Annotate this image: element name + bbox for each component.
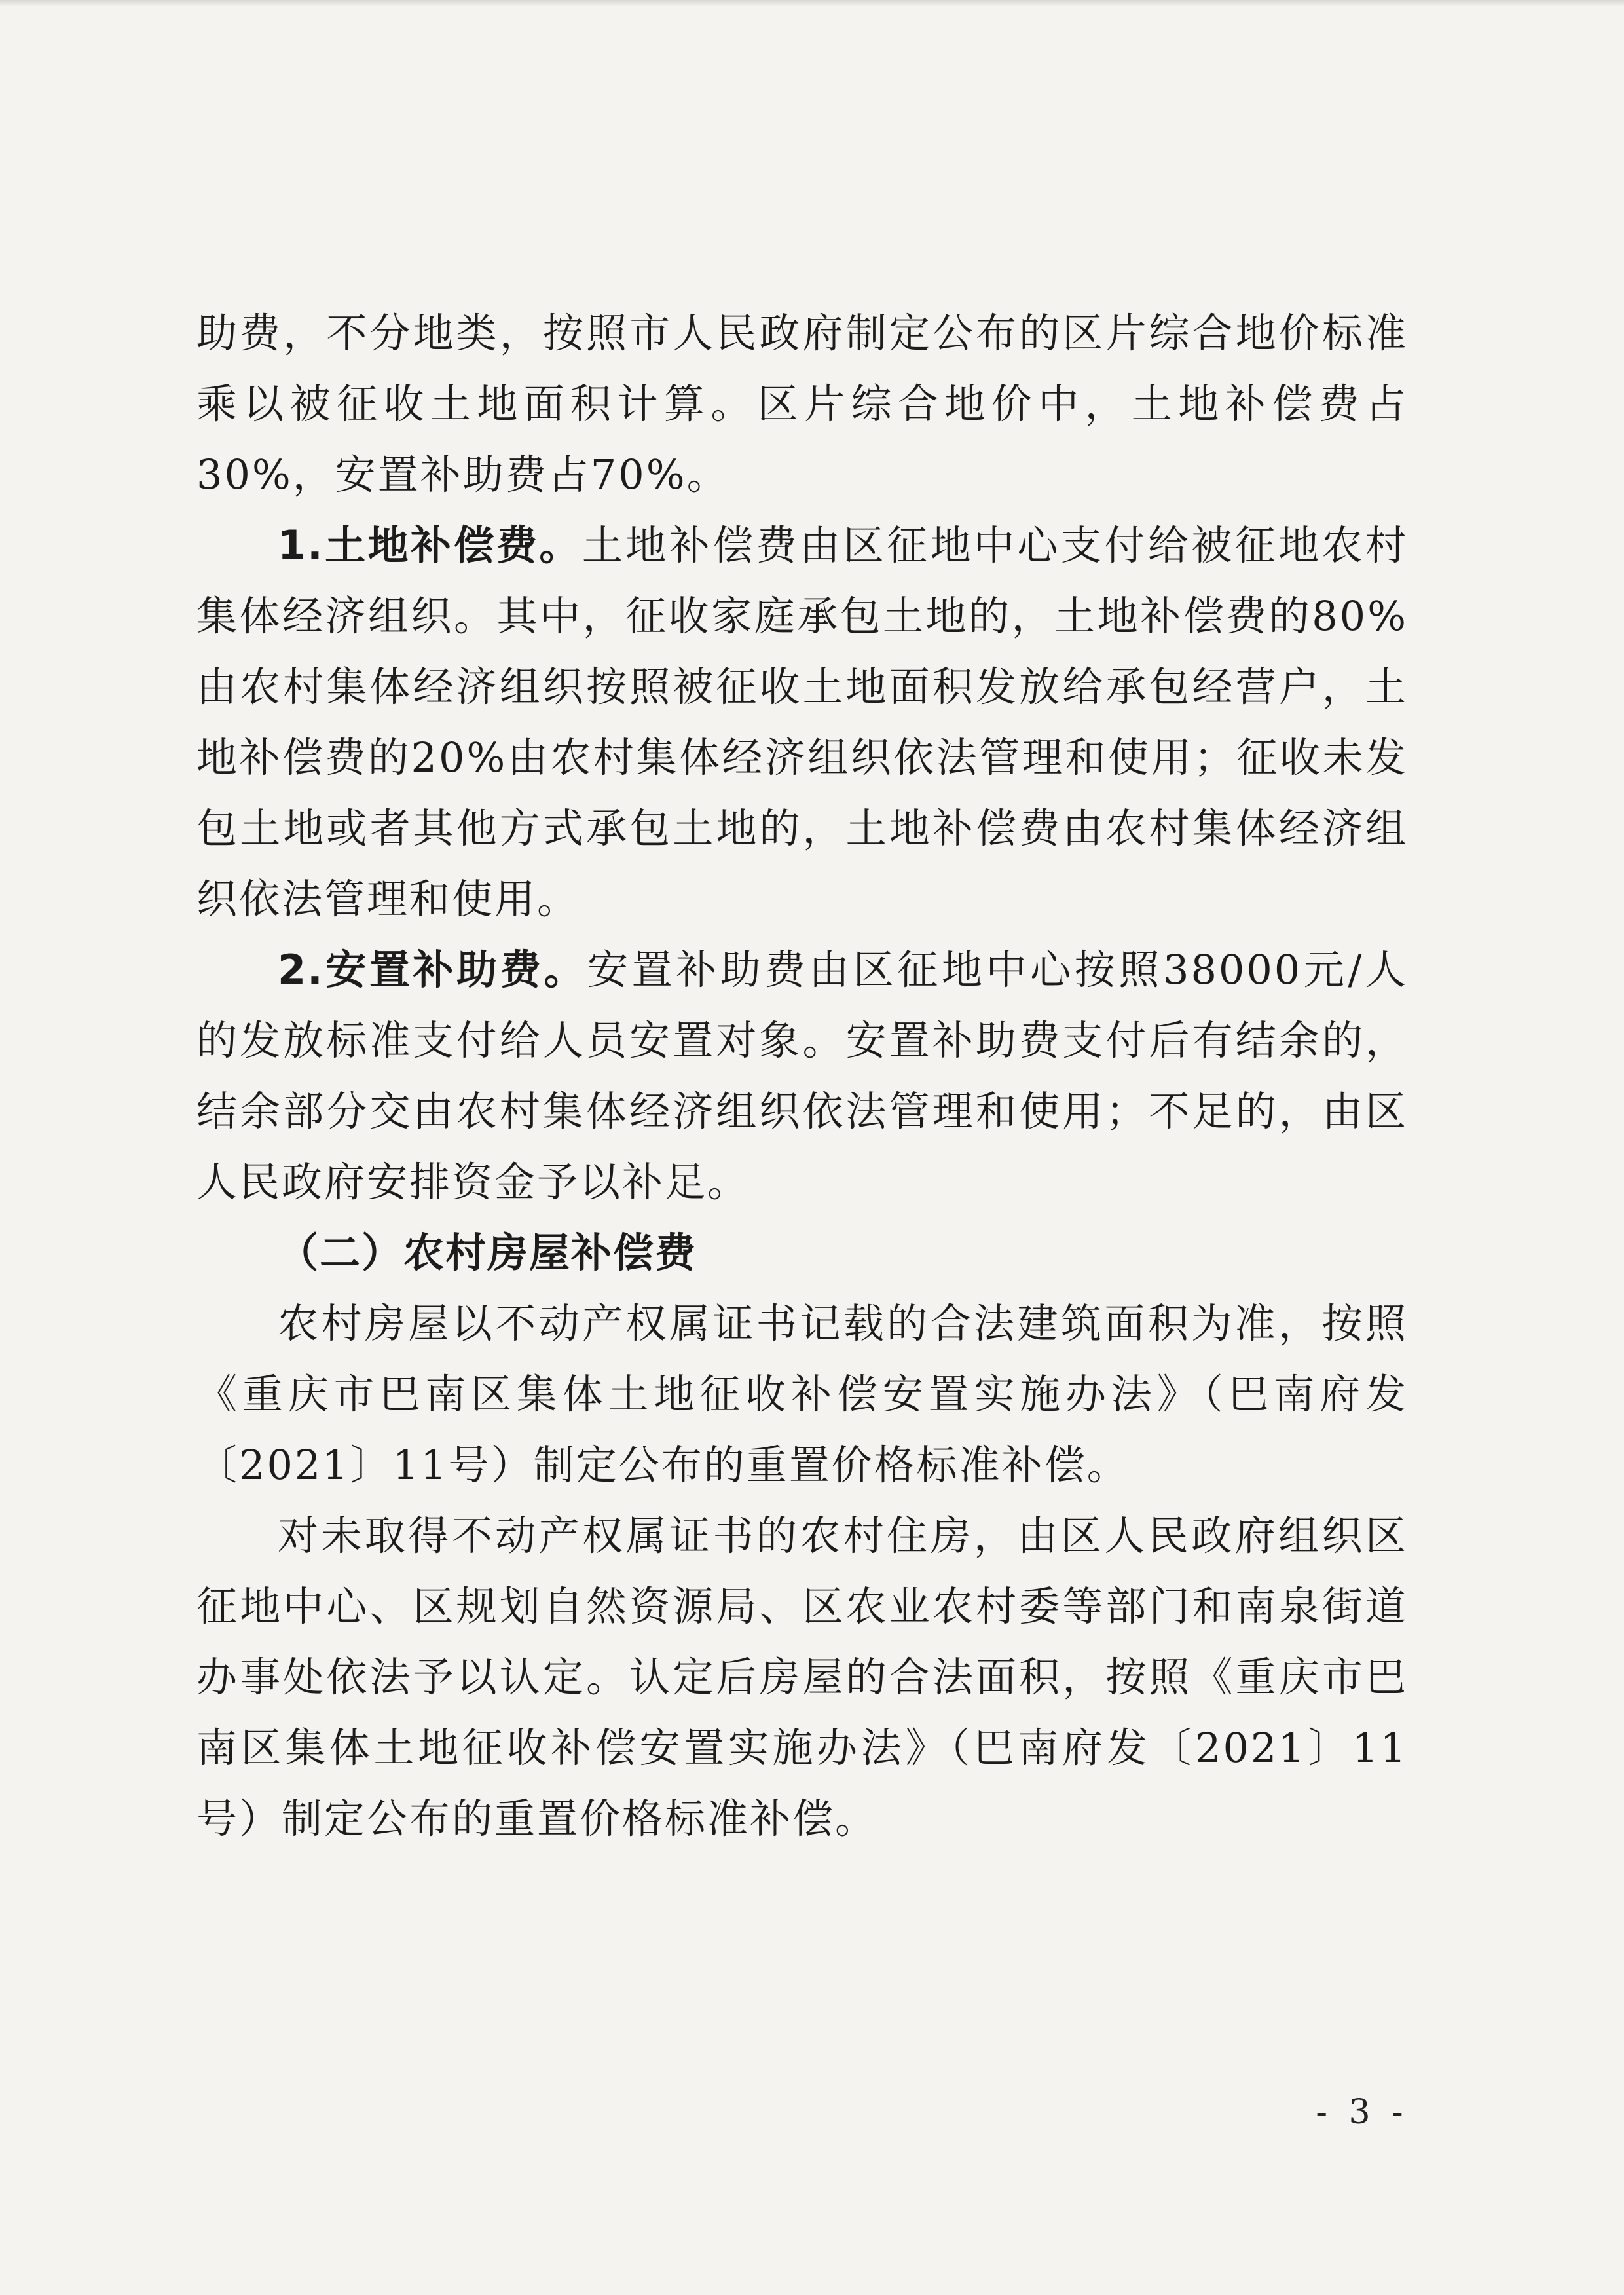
section-heading-rural-housing: （二）农村房屋补偿费 <box>278 1229 697 1277</box>
document-body <box>196 298 1408 1854</box>
paragraph-text: 对未取得不动产权属证书的农村住房，由区人民政府组织区征地中心、区规划自然资源局、区农业农村委等部门和南泉街道办事处依法予以认定。认定后房屋的合法面积，按照《重庆市巴南区集体土地征收补偿安置实施办法》（巴南府发〔2021〕11号）制定公布的重置价格标准补偿。 <box>196 1512 1408 1842</box>
paragraph-unregistered-housing <box>196 1501 1408 1854</box>
subheading-land-compensation: 1.土地补偿费。 <box>278 521 582 569</box>
paragraph-text: 安置补助费由区征地中心按照38000元/人的发放标准支付给人员安置对象。安置补助费支付后有结余的，结余部分交由农村集体经济组织依法管理和使用；不足的，由区人民政府安排资金予以补足。 <box>196 946 1408 1206</box>
paragraph-text: 助费，不分地类，按照市人民政府制定公布的区片综合地价标准乘以被征收土地面积计算。区片综合地价中，土地补偿费占30%，安置补助费占70%。 <box>196 309 1408 498</box>
paragraph-text: 土地补偿费由区征地中心支付给被征地农村集体经济组织。其中，征收家庭承包土地的，土地补偿费的80%由农村集体经济组织按照被征收土地面积发放给承包经营户，土地补偿费的20%由农村集体经济组织依法管理和使用；征收未发包土地或者其他方式承包土地的，土地补偿费由农村集体经济组织依法管理和使用。 <box>196 521 1408 923</box>
paragraph-resettlement-subsidy <box>196 935 1408 1218</box>
scan-edge <box>0 0 1624 7</box>
paragraph-rural-housing <box>196 1288 1408 1501</box>
paragraph-land-price <box>196 298 1408 510</box>
subheading-resettlement-subsidy: 2.安置补助费。 <box>278 946 588 994</box>
paragraph-text: 农村房屋以不动产权属证书记载的合法建筑面积为准，按照《重庆市巴南区集体土地征收补偿安置实施办法》（巴南府发〔2021〕11号）制定公布的重置价格标准补偿。 <box>196 1299 1408 1489</box>
page-number: - 3 - <box>1316 2093 1409 2132</box>
paragraph-land-compensation <box>196 510 1408 935</box>
